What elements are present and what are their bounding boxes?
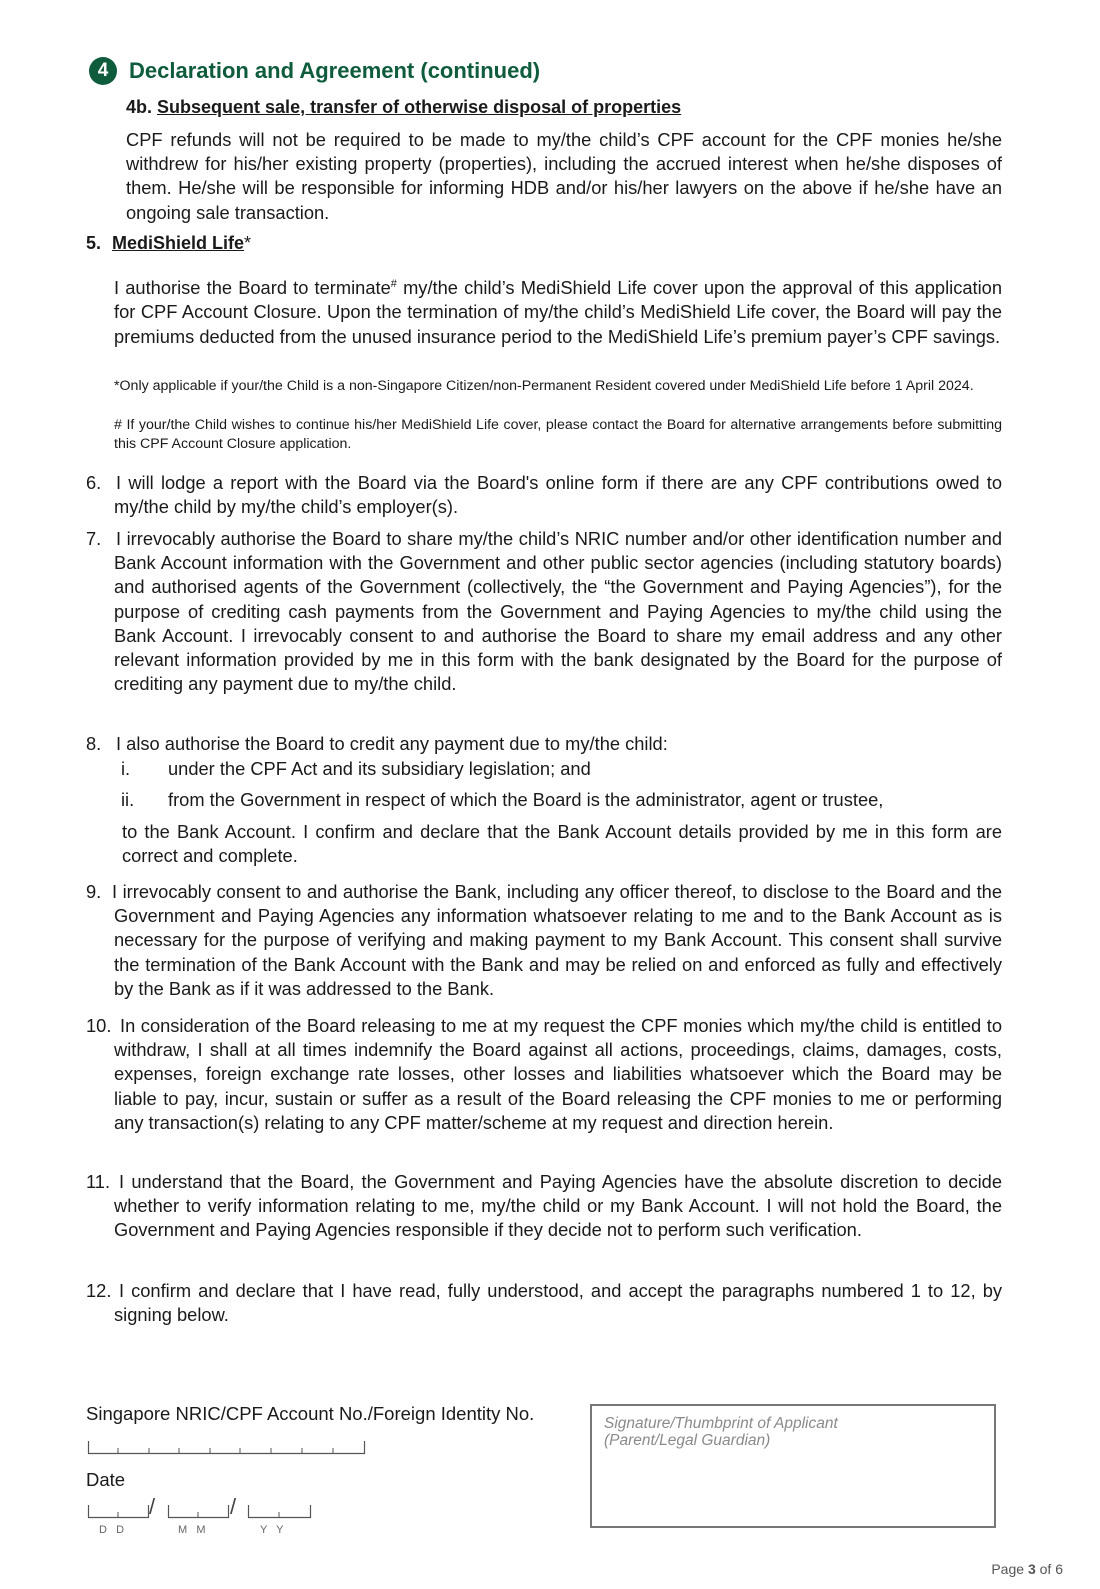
- item-6-number: 6.: [86, 472, 102, 493]
- item-5-note-1: *Only applicable if your/the Child is a non-Singapore Citizen/non-Permanent Resident covered under MediShield Life before 1 April 2024.: [114, 378, 974, 394]
- item-6-text: I will lodge a report with the Board via the Board's online form if there are any CPF contributions owed to my/the child by my/the child’s employer(s).: [114, 472, 1002, 518]
- item-12-number: 12.: [86, 1280, 112, 1301]
- subsection-4b-body: CPF refunds will not be required to be made to my/the child’s CPF account for the CPF monies he/she withdrew for his/her existing property (properties), including the accrued interest when he/she disposes of them. He/she will be responsible for informing HDB and/or his/her lawyers on the above if he/she have an ongoing sale transaction.: [126, 129, 1002, 223]
- item-8-sub-ii: from the Government in respect of which the Board is the administrator, agent or trustee,: [168, 789, 884, 810]
- hash-marker: #: [390, 278, 397, 290]
- item-5-body-part1: I authorise the Board to terminate: [114, 277, 391, 299]
- page-number-prefix: Page: [991, 1561, 1028, 1577]
- item-9-number: 9.: [86, 881, 102, 902]
- item-10-number: 10.: [86, 1015, 112, 1036]
- item-11-number: 11.: [86, 1171, 111, 1192]
- item-8-number: 8.: [86, 733, 102, 754]
- id-number-label: Singapore NRIC/CPF Account No./Foreign Identity No.: [86, 1403, 535, 1424]
- item-5-number: 5.: [86, 233, 102, 253]
- item-9-text: I irrevocably consent to and authorise the Bank, including any officer thereof, to disclose to the Board and the Government and Paying Agencies any information whatsoever relating to me and to the Bank Account as is necessary for the purpose of verifying and making payment to my Bank Account. This consent shall survive the termination of the Bank Account with the Bank and may be relied on and enforced as fully and effectively by the Bank as if it was addressed to the Bank.: [112, 881, 1002, 999]
- section-title: Declaration and Agreement (continued): [129, 58, 541, 83]
- item-5-body: [114, 272, 1002, 349]
- item-7-number: 7.: [86, 528, 102, 549]
- item-5-asterisk: *: [244, 233, 252, 253]
- id-number-input[interactable]: [87, 1439, 367, 1455]
- item-8-sub-i: under the CPF Act and its subsidiary legislation; and: [168, 758, 591, 779]
- date-input[interactable]: [87, 1494, 315, 1520]
- date-label: Date: [86, 1469, 126, 1490]
- date-day-hint: D D: [99, 1524, 125, 1536]
- date-tick-boxes: [87, 1500, 315, 1520]
- item-7-text: I irrevocably authorise the Board to share my/the child’s NRIC number and/or other identification number and Bank Account information with the Government and other public sector agencies (including statutory boards) and authorised agents of the Government (collectively, the “the Government and Paying Agencies”), for the purpose of crediting cash payments from the Government and Paying Agencies to my/the child using the Bank Account. I irrevocably consent to and authorise the Board to share my email address and any other relevant information provided by me in this form with the bank designated by the Board for the purpose of crediting any payment due to my/the child.: [114, 528, 1002, 695]
- item-5-heading: [86, 233, 251, 254]
- signature-placeholder: [604, 1415, 838, 1449]
- page-number-total: 6: [1055, 1561, 1063, 1577]
- item-8-sub-ii-label: ii.: [121, 789, 135, 810]
- item-5-note-2: # If your/the Child wishes to continue his/her MediShield Life cover, please contact the Board for alternative arrangements before submitting this CPF Account Closure application.: [114, 417, 1002, 452]
- page-number: [991, 1561, 1063, 1577]
- item-8-sub-i-label: i.: [121, 758, 131, 779]
- id-number-tick-boxes: [87, 1439, 367, 1455]
- date-month-hint: M M: [178, 1524, 206, 1536]
- date-separator-1: /: [149, 1494, 156, 1519]
- page-number-current: 3: [1027, 1561, 1036, 1577]
- subsection-4b-title: Subsequent sale, transfer of otherwise disposal of properties: [157, 97, 682, 117]
- signature-placeholder-line-2: (Parent/Legal Guardian): [604, 1432, 771, 1449]
- signature-box[interactable]: [590, 1404, 996, 1528]
- item-8-tail: to the Bank Account. I confirm and declare that the Bank Account details provided by me in this form are correct and complete.: [122, 821, 1002, 867]
- date-separator-2: /: [230, 1494, 237, 1519]
- page-number-middle: of: [1035, 1561, 1056, 1577]
- item-11-text: I understand that the Board, the Government and Paying Agencies have the absolute discretion to decide whether to verify information relating to me, my/the child or my Bank Account. I will not hold the Board, the Government and Paying Agencies responsible if they decide not to perform such verification.: [114, 1171, 1002, 1241]
- item-12-text: I confirm and declare that I have read, fully understood, and accept the paragraphs numbered 1 to 12, by signing below.: [114, 1280, 1002, 1326]
- subsection-4b-heading: [126, 97, 681, 118]
- section-number-badge: 4: [89, 57, 117, 85]
- item-8-text: I also authorise the Board to credit any payment due to my/the child:: [116, 733, 668, 754]
- subsection-4b-prefix: 4b.: [126, 97, 153, 117]
- item-10-text: In consideration of the Board releasing to me at my request the CPF monies which my/the child is entitled to withdraw, I shall at all times indemnify the Board against all actions, proceedings, claims, damages, costs, expenses, foreign exchange rate losses, other losses and liabilities whatsoever which the Board may be liable to pay, incur, sustain or suffer as a result of the Board releasing the CPF monies to me or performing any transaction(s) relating to any CPF matter/scheme at my request and direction herein.: [114, 1015, 1002, 1133]
- item-5-title: MediShield Life: [112, 233, 245, 253]
- item-5-body-part2: my/the child’s MediShield Life cover upon the approval of this application for CPF Account Closure. Upon the termination of my/the child’s MediShield Life cover, the Board will pay the premiums deducted from the unused insurance period to the MediShield Life’s premium payer’s CPF savings.: [114, 277, 1003, 347]
- date-year-hint: Y Y: [260, 1524, 284, 1536]
- section-heading: [89, 57, 540, 85]
- signature-placeholder-line-1: Signature/Thumbprint of Applicant: [604, 1415, 838, 1432]
